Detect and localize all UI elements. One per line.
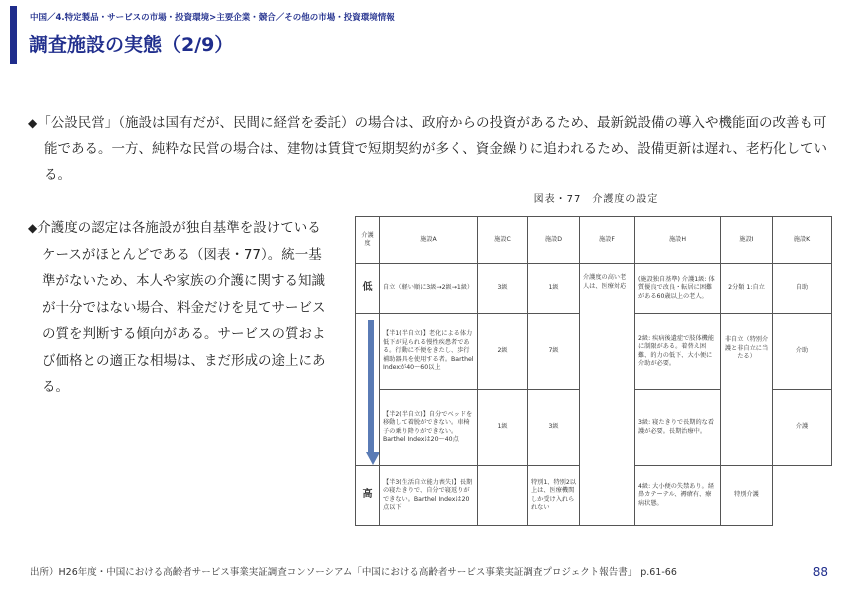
table-cell: 3級 (528, 390, 580, 466)
table-cell: 介助 (773, 314, 832, 390)
table-cell: 特別1、特別2以上は、医療機関しか受け入れられない (528, 466, 580, 526)
table-cell: 【半3(生活自立能力喪失)】長期の寝たきりで、自分で寝返りができない。Barthel Indexは20点以下 (380, 466, 478, 526)
table-cell: 3級 (478, 264, 528, 314)
table-cell: 4級: 大小便の失禁あり。経鼻カテーテル、褥瘡有、療病状態。 (635, 466, 721, 526)
header-cell: 施設F (580, 217, 635, 264)
table-cell: 1級 (528, 264, 580, 314)
bullet-text: 介護度の認定は各施設が独自基準を設けているケースがほとんどである（図表・77）。統一基準がないため、本人や家族の介護に関する知識が十分ではない場合、料金だけを見てサービスの質を判断する傾向がある。サービスの質および価格との適正な相場は、まだ形成の途上にある。 (37, 220, 326, 395)
page-title: 調査施設の実態（2/9） (29, 34, 234, 56)
table-cell (478, 466, 528, 526)
table-header-row (356, 217, 832, 264)
table-cell: 自助 (773, 264, 832, 314)
care-level-table-figure (355, 216, 832, 526)
arrow-down-icon (366, 320, 376, 466)
table-cell: 非自立（特別介護と非自立に当たる） (721, 314, 773, 466)
table-cell: 【半2(半自立)】自分でベッドを移動して着脱ができない。車椅子の乗り降りができない。Barthel Indexは20～40点 (380, 390, 478, 466)
table-cell: 特別介護 (721, 466, 773, 526)
bullet-public-private (28, 110, 828, 188)
header-cell: 施設K (773, 217, 832, 264)
header-cell: 施設I (721, 217, 773, 264)
header-cell: 施設A (380, 217, 478, 264)
source-footnote: 出所）H26年度・中国における高齢者サービス事業実証調査コンソーシアム「中国における高齢者サービス事業実証調査プロジェクト報告書」 p.61-66 (30, 567, 677, 578)
title-accent-bar (10, 6, 17, 64)
table-cell: 2分類 1:自立 (721, 264, 773, 314)
table-caption: 図表・77 介護度の設定 (533, 194, 659, 205)
table-cell: 1級 (478, 390, 528, 466)
header-cell: 施設H (635, 217, 721, 264)
table-cell: 7級 (528, 314, 580, 390)
level-arrow-cell (356, 314, 380, 466)
table-cell: 介護度の高い老人は、医療対応 (580, 264, 635, 526)
table-row (356, 264, 832, 314)
care-level-table (355, 216, 832, 526)
table-cell: 自立（軽い順に3級→2級→1級） (380, 264, 478, 314)
table-cell: 2級: 疾病後遺症で肢体機能に制限がある。着替え困難、的力の低下、大小便に介助が必要。 (635, 314, 721, 390)
bullet-text: 「公設民営」（施設は国有だが、民間に経営を委託）の場合は、政府からの投資があるため、最新鋭設備の導入や機能面の改善も可能である。一方、純粋な民営の場合は、建物は賃貸で短期契約が多く、資金繰りに追われるため、設備更新は遅れ、老朽化している。 (37, 115, 827, 183)
table-cell: (施設独自基準) 介護1級: 体質優良で改良・転居に困難がある60歳以上の老人。 (635, 264, 721, 314)
table-cell: 2級 (478, 314, 528, 390)
level-low-label: 低 (356, 264, 380, 314)
diamond-bullet-icon: ◆ (28, 221, 38, 235)
breadcrumb: 中国／4.特定製品・サービスの市場・投資環境>主要企業・競合／その他の市場・投資環境情報 (30, 13, 395, 23)
level-high-label: 高 (356, 466, 380, 526)
header-cell: 介護度 (356, 217, 380, 264)
page-number: 88 (812, 565, 828, 579)
table-cell: 3級: 寝たきりで長期的な看護が必要。長期治療中。 (635, 390, 721, 466)
diamond-bullet-icon: ◆ (28, 116, 38, 130)
table-cell: 介護 (773, 390, 832, 466)
header-cell: 施設D (528, 217, 580, 264)
bullet-care-level (28, 215, 331, 401)
table-cell: 【半1(半自立)】老化による体力低下が見られる慢性疾患者である。行動に不便をきたし、歩行補助器具を使用する者。Barthel Indexが40～60以上 (380, 314, 478, 390)
header-cell: 施設C (478, 217, 528, 264)
